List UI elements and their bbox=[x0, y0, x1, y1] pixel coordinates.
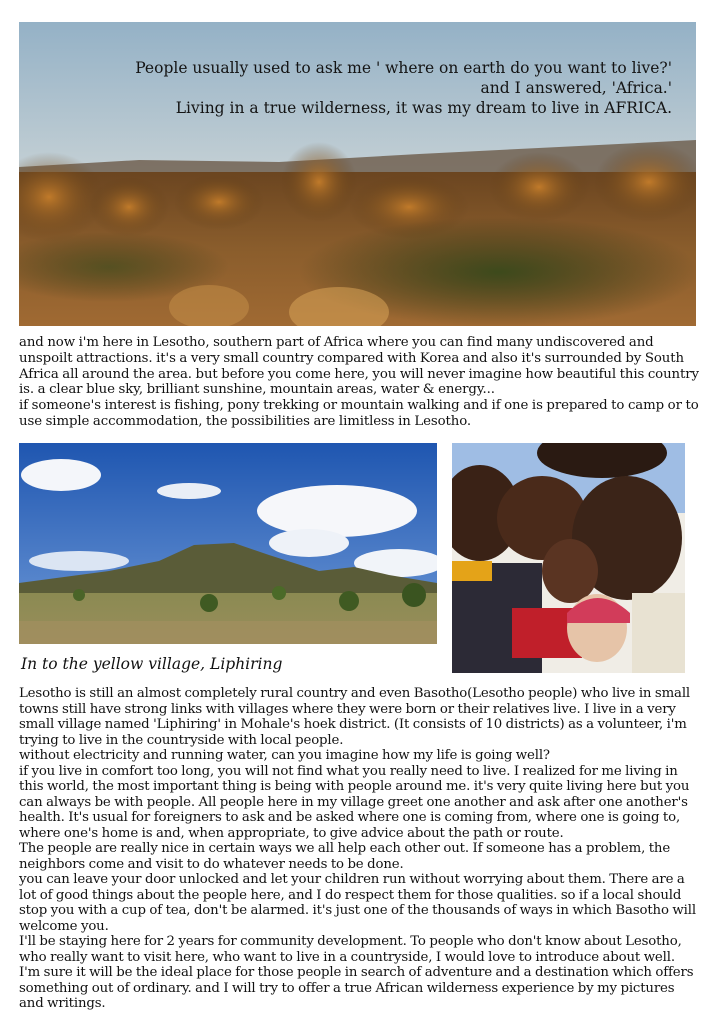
body-text bbox=[19, 686, 699, 1012]
paragraph: The people are really nice in certain ways we all help each other out. If someone has a problem, the neighbors come and visit to do whatever needs to be done. bbox=[19, 841, 671, 872]
paragraph: you can leave your door unlocked and let your children run without worrying about them. There are a lot of good things about the people here, and I do respect them for those qualities. so if a local should stop you with a cup of tea, don't be alarmed. it's just one of the thousands of ways in which Basotho will welcome you. bbox=[19, 872, 696, 934]
quote-line: Living in a true wilderness, it was my dream to live in AFRICA. bbox=[175, 99, 672, 117]
hero-quote bbox=[72, 58, 672, 118]
mountain-photo bbox=[19, 443, 437, 644]
paragraph: and now i'm here in Lesotho, southern part of Africa where you can find many undiscovered and unspoilt attractions. it's a very small country compared with Korea and also it's surrounded by South Africa all around the area. but before you come here, you will never imagine how beautiful this country is. a clear blue sky, brilliant sunshine, mountain areas, water & energy... bbox=[19, 335, 699, 398]
children-group-photo bbox=[452, 443, 685, 673]
quote-line: People usually used to ask me ' where on earth do you want to live?' bbox=[135, 59, 672, 77]
children-faces-scene bbox=[452, 443, 685, 673]
paragraph: if you live in comfort too long, you will not find what you really need to live. I realized for me living in this world, the most important thing is being with people around me. it's very quite living here but you can always be with people. All people here in my village greet one another and ask after one another's health. It's usual for foreigners to ask and be asked where one is coming from, where one is going to, where one's home is and, when appropriate, to give advice about the path or route. bbox=[19, 763, 690, 841]
paragraph: Lesotho is still an almost completely rural country and even Basotho(Lesotho people) who live in small towns still have strong links with villages where they were born or their relatives live. I live in a very small village named 'Liphiring' in Mohale's hoek district. (It consists of 10 districts) as a volunteer, i'm trying to live in the countryside with local people. bbox=[19, 686, 691, 748]
intro-text bbox=[19, 335, 699, 430]
hero-landscape-photo bbox=[19, 22, 696, 326]
paragraph: without electricity and running water, can you imagine how my life is going well? bbox=[19, 748, 550, 763]
mountain-scene bbox=[19, 443, 437, 644]
paragraph: I'll be staying here for 2 years for community development. To people who don't know about Lesotho, who really want to visit here, who want to live in a countryside, I would love to introduce about well. I'm sure it will be the ideal place for those people in search of adventure and a destination which offers something out of ordinary. and I will try to offer a true African wilderness experience by my pictures and writings. bbox=[19, 934, 694, 1011]
section-title: In to the yellow village, Liphiring bbox=[21, 655, 283, 673]
quote-line: and I answered, 'Africa.' bbox=[480, 79, 672, 97]
paragraph: if someone's interest is fishing, pony trekking or mountain walking and if one is prepared to camp or to use simple accommodation, the possibilities are limitless in Lesotho. bbox=[19, 398, 699, 429]
